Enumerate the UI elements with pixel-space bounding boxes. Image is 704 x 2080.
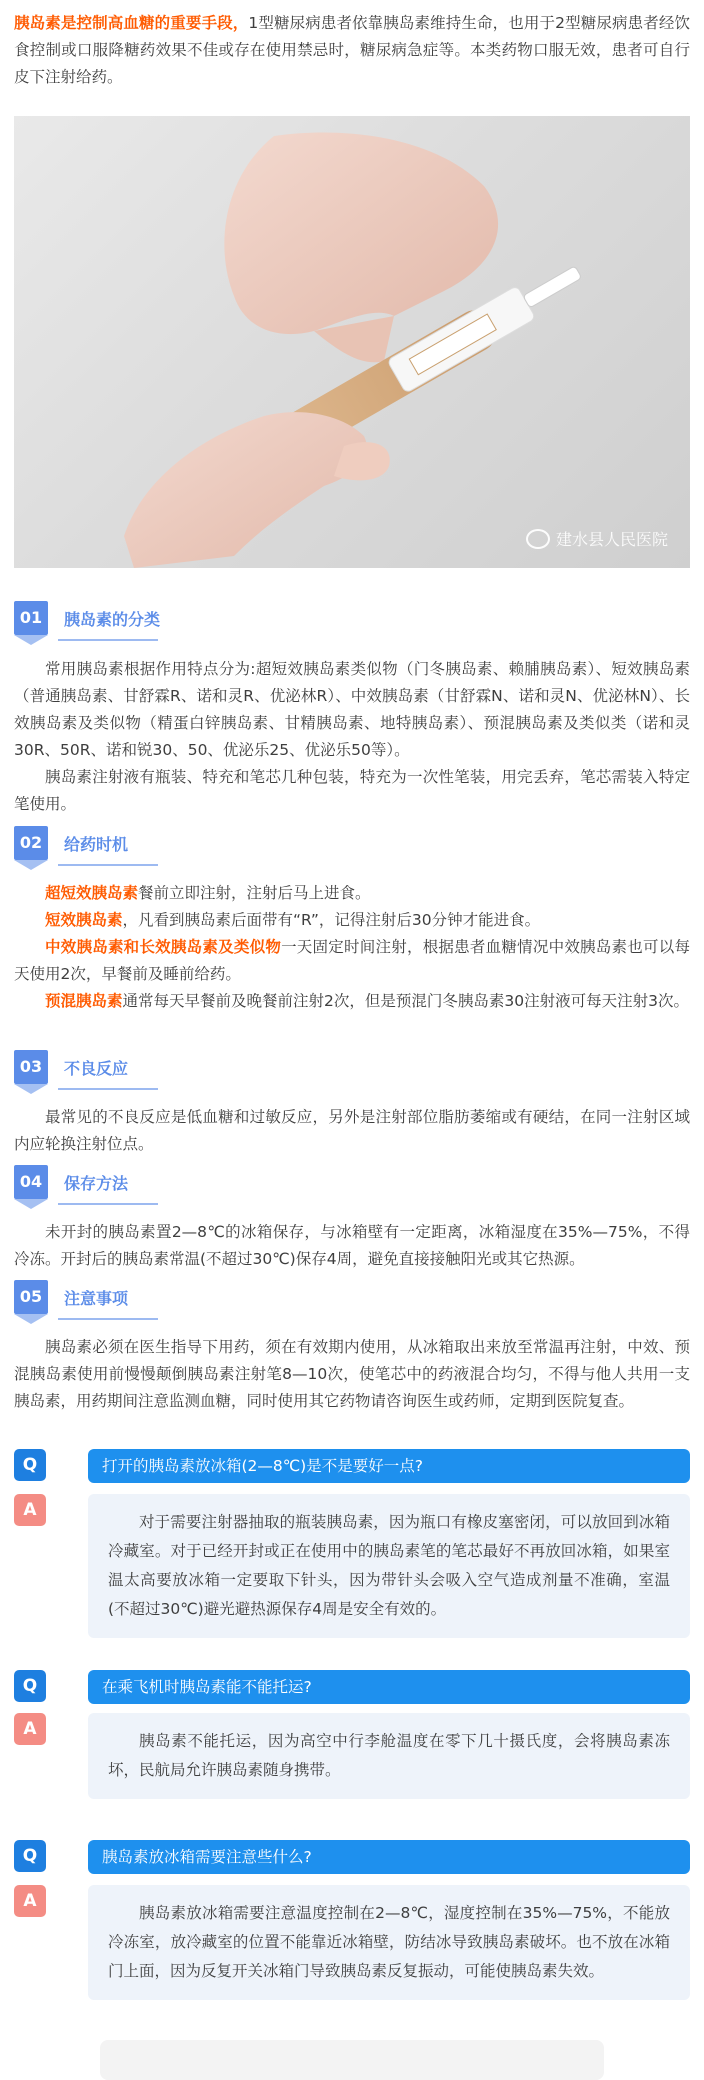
question-badge: Q — [14, 1670, 46, 1702]
section-number: 02 — [14, 826, 48, 860]
section-header-05 — [14, 1280, 214, 1322]
section-number: 03 — [14, 1050, 48, 1084]
wechat-icon — [526, 529, 550, 549]
section-number: 05 — [14, 1280, 48, 1314]
answer-badge: A — [14, 1885, 46, 1917]
section-number: 01 — [14, 601, 48, 635]
adverse-reaction-paragraph: 最常见的不良反应是低血糖和过敏反应，另外是注射部位脂肪萎缩或有硬结，在同一注射区域内应轮换注射位点。 — [14, 1108, 690, 1153]
answer-box: 胰岛素放冰箱需要注意温度控制在2—8℃，湿度控制在35%—75%，不能放冷冻室，放冷藏室的位置不能靠近冰箱壁，防结冰导致胰岛素破坏。也不放在冰箱门上面，因为反复开关冰箱门导致胰岛素反复振动，可能使胰岛素失效。 — [88, 1885, 690, 2000]
insulin-pen-photo — [14, 116, 690, 568]
classification-paragraph: 常用胰岛素根据作用特点分为:超短效胰岛素类似物（门冬胰岛素、赖脯胰岛素）、短效胰岛素（普通胰岛素、甘舒霖R、诺和灵R、优泌林R）、中效胰岛素（甘舒霖N、诺和灵N、优泌林N）、长效胰岛素及类似物（精蛋白锌胰岛素、甘精胰岛素、地特胰岛素）、预混胰岛素及类似类（诺和灵30R、50R、诺和锐30、50、优泌乐25、优泌乐50等）。 — [14, 660, 690, 759]
question-bar: 在乘飞机时胰岛素能不能托运? — [88, 1670, 690, 1704]
intro-paragraph — [14, 10, 690, 91]
photo-watermark: 建水县人民医院 — [526, 527, 668, 550]
answer-badge: A — [14, 1494, 46, 1526]
section-title: 给药时机 — [64, 835, 129, 854]
answer-badge: A — [14, 1713, 46, 1745]
packaging-paragraph: 胰岛素注射液有瓶装、特充和笔芯几种包装，特充为一次性笔装，用完丢弃，笔芯需装入特定笔使用。 — [14, 768, 690, 813]
question-badge: Q — [14, 1840, 46, 1872]
section-header-04 — [14, 1165, 214, 1207]
section-title: 注意事项 — [64, 1289, 129, 1308]
section-header-03 — [14, 1050, 214, 1092]
question-bar: 胰岛素放冰箱需要注意些什么? — [88, 1840, 690, 1874]
answer-box: 对于需要注射器抽取的瓶装胰岛素，因为瓶口有橡皮塞密闭，可以放回到冰箱冷藏室。对于已经开封或正在使用中的胰岛素笔的笔芯最好不再放回冰箱，如果室温太高要放冰箱一定要取下针头，因为带针头会吸入空气造成剂量不准确，室温(不超过30℃)避光避热源保存4周是安全有效的。 — [88, 1494, 690, 1638]
bottom-card — [100, 2040, 604, 2080]
section-header-01 — [14, 601, 214, 643]
section-title: 保存方法 — [64, 1174, 129, 1193]
section-title: 胰岛素的分类 — [64, 610, 161, 629]
timing-item: 中效胰岛素和长效胰岛素及类似物一天固定时间注射，根据患者血糖情况中效胰岛素也可以每天使用2次，早餐前及睡前给药。 — [14, 938, 690, 983]
intro-text: 1型糖尿病患者依靠胰岛素维持生命，也用于2型糖尿病患者经饮食控制或口服降糖药效果不佳或存在使用禁忌时，糖尿病急症等。本类药物口服无效，患者可自行皮下注射给药。 — [14, 14, 690, 86]
question-bar: 打开的胰岛素放冰箱(2—8℃)是不是要好一点? — [88, 1449, 690, 1483]
storage-paragraph: 未开封的胰岛素置2—8℃的冰箱保存，与冰箱壁有一定距离，冰箱湿度在35%—75%，不得冷冻。开封后的胰岛素常温(不超过30℃)保存4周，避免直接接触阳光或其它热源。 — [14, 1223, 690, 1268]
hands-holding-pen-illustration — [14, 116, 690, 568]
section-title: 不良反应 — [64, 1059, 129, 1078]
precautions-paragraph: 胰岛素必须在医生指导下用药，须在有效期内使用，从冰箱取出来放至常温再注射，中效、预混胰岛素使用前慢慢颠倒胰岛素注射笔8—10次，使笔芯中的药液混合均匀，不得与他人共用一支胰岛素，用药期间注意监测血糖，同时使用其它药物请咨询医生或药师，定期到医院复查。 — [14, 1338, 690, 1410]
section-header-02 — [14, 826, 214, 868]
answer-box: 胰岛素不能托运，因为高空中行李舱温度在零下几十摄氏度，会将胰岛素冻坏，民航局允许胰岛素随身携带。 — [88, 1713, 690, 1799]
question-badge: Q — [14, 1449, 46, 1481]
timing-item: 短效胰岛素，凡看到胰岛素后面带有“R”，记得注射后30分钟才能进食。 — [45, 911, 541, 929]
timing-item: 预混胰岛素通常每天早餐前及晚餐前注射2次，但是预混门冬胰岛素30注射液可每天注射3次。 — [45, 992, 689, 1010]
intro-highlight: 胰岛素是控制高血糖的重要手段， — [14, 14, 249, 32]
section-number: 04 — [14, 1165, 48, 1199]
timing-item: 超短效胰岛素餐前立即注射，注射后马上进食。 — [45, 884, 371, 902]
